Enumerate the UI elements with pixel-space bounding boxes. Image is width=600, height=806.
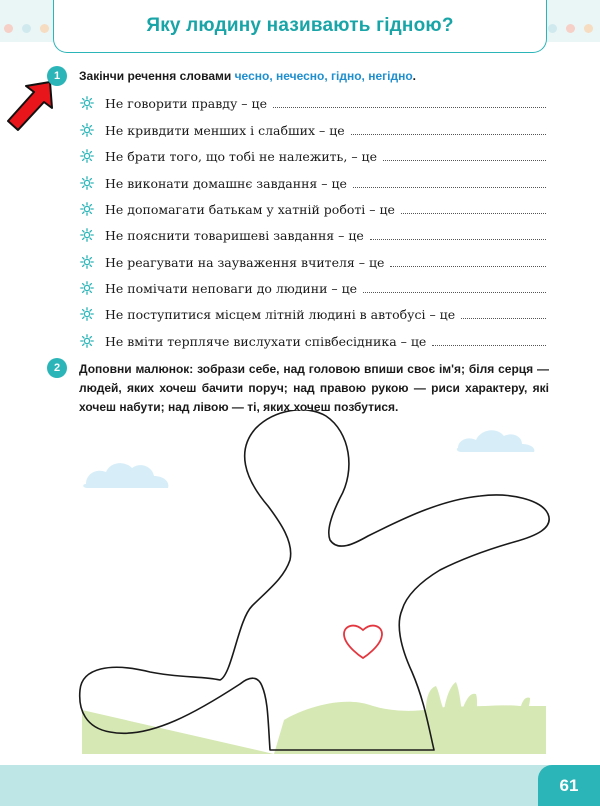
answer-line[interactable] bbox=[351, 134, 546, 135]
sun-bullet-icon bbox=[80, 334, 94, 348]
red-arrow-icon bbox=[2, 78, 60, 138]
answer-line[interactable] bbox=[383, 160, 546, 161]
answer-line[interactable] bbox=[401, 213, 546, 214]
answer-line[interactable] bbox=[273, 107, 546, 108]
answer-line[interactable] bbox=[353, 187, 546, 188]
list-item bbox=[80, 278, 546, 296]
sentence-text: Не вміти терпляче вислухати співбесідника – це bbox=[105, 334, 427, 349]
list-item bbox=[80, 120, 546, 138]
cloud-icon bbox=[457, 430, 535, 452]
sentence-text: Не брати того, що тобі не належить, – це bbox=[105, 149, 377, 164]
list-item bbox=[80, 252, 546, 270]
task-number-badge: 2 bbox=[47, 358, 67, 378]
instruction-keywords: чесно, нечесно, гідно, негідно bbox=[234, 69, 413, 83]
sentence-text: Не реагувати на зауваження вчителя – це bbox=[105, 255, 385, 270]
task-number-badge: 1 bbox=[47, 66, 67, 86]
answer-line[interactable] bbox=[363, 292, 546, 293]
list-item bbox=[80, 146, 546, 164]
answer-line[interactable] bbox=[432, 345, 546, 346]
page-title: Яку людину називають гідною? bbox=[146, 15, 454, 36]
sun-bullet-icon bbox=[80, 176, 94, 190]
answer-line[interactable] bbox=[390, 266, 546, 267]
list-item bbox=[80, 331, 546, 349]
answer-line[interactable] bbox=[461, 318, 546, 319]
sun-bullet-icon bbox=[80, 202, 94, 216]
sentence-text: Не кривдити менших і слабших – це bbox=[105, 123, 345, 138]
sentence-text: Не виконати домашнє завдання – це bbox=[105, 176, 347, 191]
sentence-text: Не пояснити товаришеві завдання – це bbox=[105, 228, 364, 243]
bottom-band bbox=[0, 765, 600, 806]
drawing-area bbox=[0, 410, 600, 765]
instruction-prefix: Закінчи речення словами bbox=[79, 69, 235, 83]
sentence-text: Не поступитися місцем літній людині в автобусі – це bbox=[105, 307, 456, 322]
list-item bbox=[80, 199, 546, 217]
page-title-box bbox=[53, 0, 547, 53]
task2-instruction: Доповни малюнок: зобрази себе, над головою впиши своє ім'я; біля серця — людей, яких хочеш бачити поруч; над правою рукою — риси характеру, які хочеш набути; над лівою — ті, яких хочеш позбутися. bbox=[79, 362, 549, 414]
sun-bullet-icon bbox=[80, 96, 94, 110]
list-item bbox=[80, 93, 546, 111]
heart-icon bbox=[344, 626, 382, 658]
sentence-text: Не говорити правду – це bbox=[105, 96, 267, 111]
sun-bullet-icon bbox=[80, 149, 94, 163]
grass-icon bbox=[426, 682, 478, 710]
task1-instruction bbox=[79, 69, 416, 83]
sun-bullet-icon bbox=[80, 307, 94, 321]
sun-bullet-icon bbox=[80, 228, 94, 242]
list-item bbox=[80, 173, 546, 191]
list-item bbox=[80, 225, 546, 243]
sun-bullet-icon bbox=[80, 281, 94, 295]
list-item bbox=[80, 304, 546, 322]
instruction-suffix: . bbox=[412, 69, 417, 83]
sentence-text: Не допомагати батькам у хатній роботі – це bbox=[105, 202, 395, 217]
cloud-icon bbox=[83, 463, 168, 488]
sentence-text: Не помічати неповаги до людини – це bbox=[105, 281, 358, 296]
answer-line[interactable] bbox=[370, 239, 546, 240]
figure-outline bbox=[80, 410, 549, 750]
page-number: 61 bbox=[538, 765, 600, 806]
decorative-dots-right bbox=[548, 24, 600, 33]
sun-bullet-icon bbox=[80, 255, 94, 269]
sun-bullet-icon bbox=[80, 123, 94, 137]
